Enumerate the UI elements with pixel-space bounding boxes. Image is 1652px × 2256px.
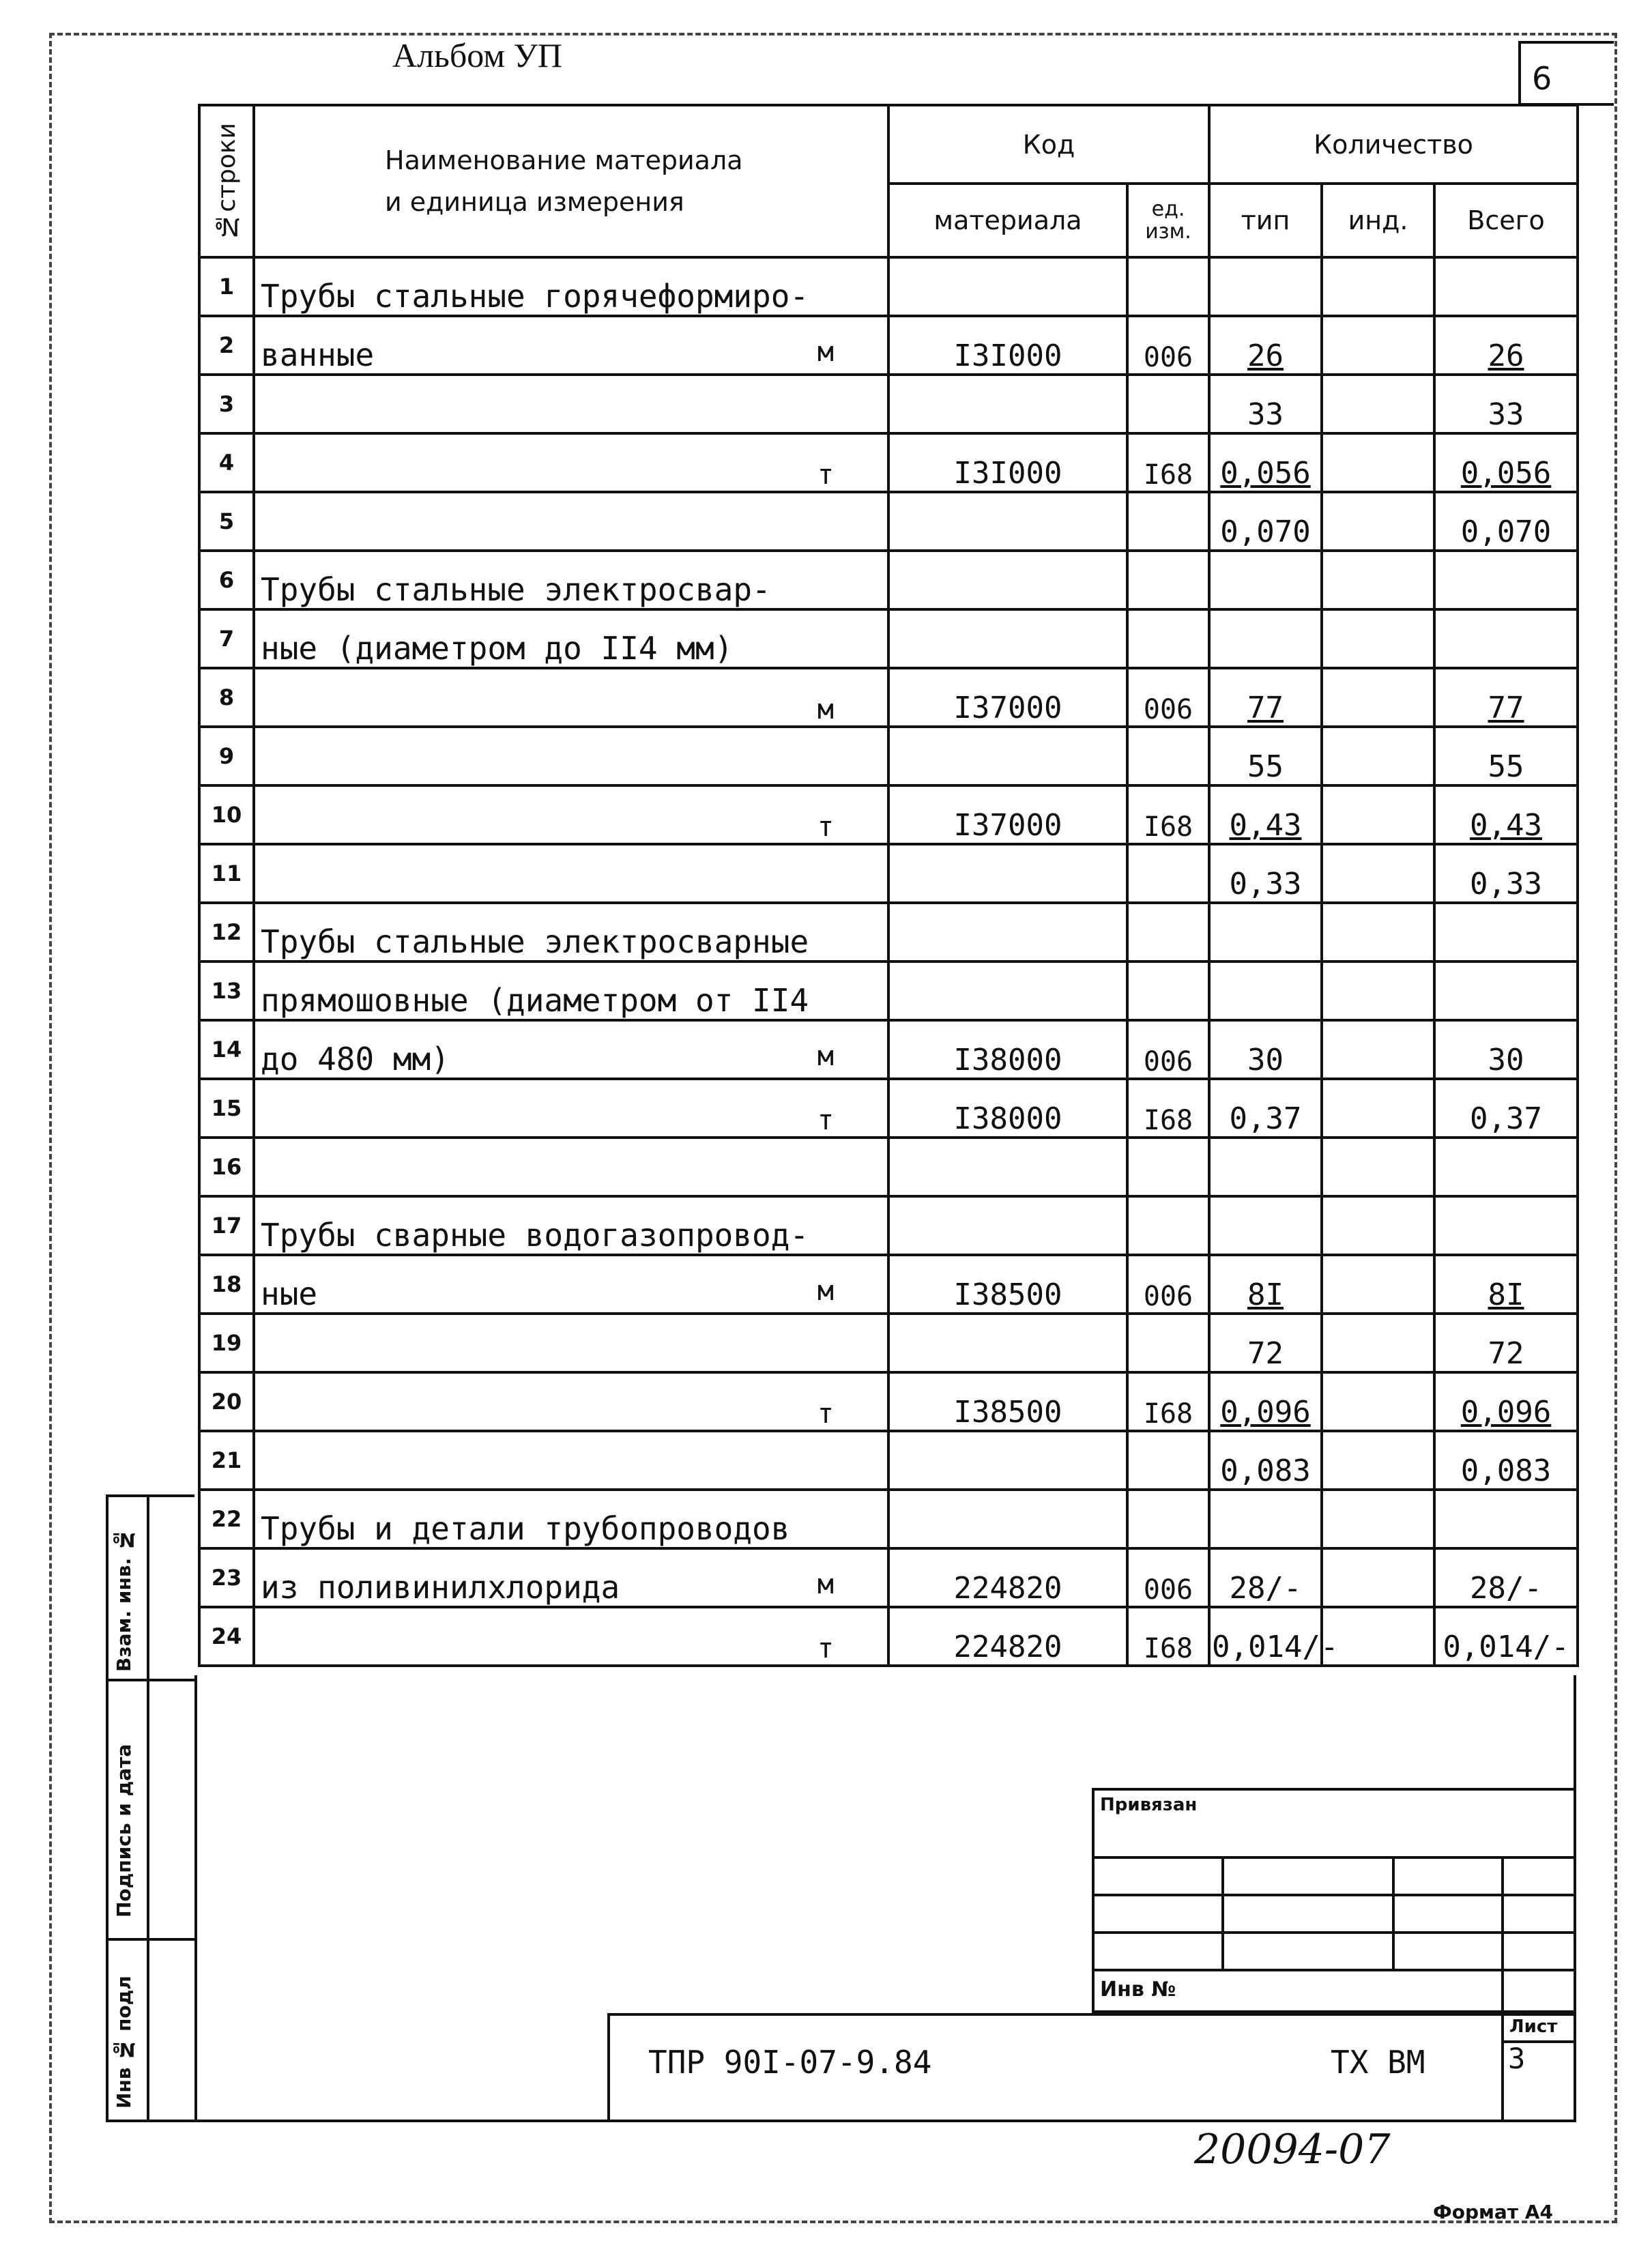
- inv-no-label: Инв №: [1100, 1978, 1176, 2001]
- material-name: [254, 1372, 888, 1431]
- unit-code: [1127, 727, 1209, 785]
- stamp-vline-2: [1392, 1856, 1395, 1969]
- qty-type: [1209, 1196, 1322, 1255]
- qty-ind: [1322, 1196, 1434, 1255]
- qty-type: [1209, 551, 1322, 609]
- row-number: 17: [199, 1196, 254, 1255]
- row-number: 10: [199, 785, 254, 844]
- qty-total: 0,083: [1434, 1431, 1578, 1490]
- qty-ind: [1322, 727, 1434, 785]
- row-number: 18: [199, 1255, 254, 1314]
- material-code: I38500: [888, 1255, 1127, 1314]
- row-number: 7: [199, 609, 254, 668]
- unit-code: 006: [1127, 316, 1209, 375]
- unit-text: т: [817, 459, 834, 491]
- unit-code: [1127, 1490, 1209, 1548]
- unit-code: [1127, 1314, 1209, 1372]
- material-name: [254, 1079, 888, 1138]
- label-inv-podl: Инв № подл: [113, 1976, 135, 2109]
- qty-type: 0,43: [1209, 785, 1322, 844]
- qty-type: 0,33: [1209, 844, 1322, 903]
- material-code: [888, 961, 1127, 1020]
- material-name-text: ванные: [261, 336, 375, 373]
- qty-type: 26: [1209, 316, 1322, 375]
- unit-code: [1127, 1196, 1209, 1255]
- unit-text: т: [817, 811, 834, 843]
- table-row: [199, 1490, 1578, 1548]
- qty-total: 0,37: [1434, 1079, 1578, 1138]
- qty-type: [1209, 961, 1322, 1020]
- qty-ind: [1322, 609, 1434, 668]
- material-code: [888, 375, 1127, 433]
- privyazan-label: Привязан: [1100, 1795, 1198, 1815]
- material-code: I3I000: [888, 433, 1127, 492]
- unit-code: 006: [1127, 1255, 1209, 1314]
- unit-text: м: [817, 1569, 834, 1600]
- unit-text: т: [817, 1633, 834, 1664]
- table-row: [199, 1607, 1578, 1666]
- material-code: [888, 1138, 1127, 1196]
- qty-total: [1434, 609, 1578, 668]
- unit-code: [1127, 1431, 1209, 1490]
- material-code: [888, 844, 1127, 903]
- qty-ind: [1322, 1138, 1434, 1196]
- qty-type: 0,083: [1209, 1431, 1322, 1490]
- material-code: [888, 1490, 1127, 1548]
- row-number: 4: [199, 433, 254, 492]
- table-row: [199, 1431, 1578, 1490]
- qty-type: [1209, 609, 1322, 668]
- unit-code: I68: [1127, 1607, 1209, 1666]
- material-name-text: ные (диаметром до II4 мм): [261, 630, 734, 667]
- header-quantity: Количество: [1209, 105, 1578, 184]
- qty-type: [1209, 1490, 1322, 1548]
- material-name-text: прямошовные (диаметром от II4: [261, 982, 809, 1019]
- unit-code: I68: [1127, 1372, 1209, 1431]
- header-qty-total: Всего: [1434, 184, 1578, 257]
- header-code: Код: [888, 105, 1209, 184]
- row-number: 11: [199, 844, 254, 903]
- material-name: [254, 492, 888, 551]
- material-name-text: ные: [261, 1275, 318, 1312]
- material-code: [888, 727, 1127, 785]
- material-name: [254, 1314, 888, 1372]
- table-row: [199, 961, 1578, 1020]
- material-code: [888, 1314, 1127, 1372]
- qty-total: [1434, 1490, 1578, 1548]
- row-number: 2: [199, 316, 254, 375]
- row-number: 1: [199, 257, 254, 316]
- table-row: [199, 903, 1578, 961]
- material-name: [254, 375, 888, 433]
- qty-type: [1209, 903, 1322, 961]
- table-row: [199, 727, 1578, 785]
- material-code: [888, 609, 1127, 668]
- material-name: [254, 609, 888, 668]
- doc-code: ТПР 90I-07-9.84: [648, 2044, 932, 2081]
- row-number: 23: [199, 1548, 254, 1607]
- qty-total: 0,056: [1434, 433, 1578, 492]
- table-row: [199, 1255, 1578, 1314]
- qty-total: 55: [1434, 727, 1578, 785]
- qty-total: 0,096: [1434, 1372, 1578, 1431]
- unit-code: [1127, 609, 1209, 668]
- qty-total: 0,070: [1434, 492, 1578, 551]
- qty-total: 28/-: [1434, 1548, 1578, 1607]
- material-name: [254, 1431, 888, 1490]
- row-number: 24: [199, 1607, 254, 1666]
- material-name: [254, 961, 888, 1020]
- row-number: 9: [199, 727, 254, 785]
- material-name-text: Трубы стальные горячеформиро-: [261, 278, 809, 315]
- material-name: [254, 433, 888, 492]
- qty-ind: [1322, 433, 1434, 492]
- table-row: [199, 375, 1578, 433]
- material-code: I38000: [888, 1020, 1127, 1079]
- material-name-text: из поливинилхлорида: [261, 1569, 620, 1606]
- material-name-text: Трубы и детали трубопроводов: [261, 1510, 790, 1547]
- format-label: Формат А4: [1433, 2201, 1553, 2223]
- material-code: [888, 257, 1127, 316]
- table-row: [199, 1020, 1578, 1079]
- qty-type: [1209, 257, 1322, 316]
- table-row: [199, 844, 1578, 903]
- qty-type: 30: [1209, 1020, 1322, 1079]
- row-number: 15: [199, 1079, 254, 1138]
- row-number: 22: [199, 1490, 254, 1548]
- header-qty-type: тип: [1209, 184, 1322, 257]
- material-name: [254, 1255, 888, 1314]
- material-code: [888, 551, 1127, 609]
- unit-code: [1127, 492, 1209, 551]
- qty-total: 0,43: [1434, 785, 1578, 844]
- material-code: I37000: [888, 785, 1127, 844]
- material-name: [254, 257, 888, 316]
- qty-type: 28/-: [1209, 1548, 1322, 1607]
- material-name: [254, 903, 888, 961]
- row-number: 8: [199, 668, 254, 727]
- qty-ind: [1322, 257, 1434, 316]
- side-divider-1: [106, 1679, 194, 1681]
- qty-total: 0,33: [1434, 844, 1578, 903]
- material-code: 224820: [888, 1607, 1127, 1666]
- qty-type: 77: [1209, 668, 1322, 727]
- table-row: [199, 433, 1578, 492]
- page-number: 6: [1532, 60, 1552, 97]
- qty-ind: [1322, 1607, 1434, 1666]
- sheet-label: Лист: [1509, 2016, 1558, 2037]
- qty-ind: [1322, 1079, 1434, 1138]
- table-row: [199, 785, 1578, 844]
- row-number: 6: [199, 551, 254, 609]
- qty-ind: [1322, 903, 1434, 961]
- qty-ind: [1322, 668, 1434, 727]
- qty-type: [1209, 1138, 1322, 1196]
- table-row: [199, 668, 1578, 727]
- row-number: 3: [199, 375, 254, 433]
- table-row: [199, 1548, 1578, 1607]
- material-name: [254, 844, 888, 903]
- table-row: [199, 1372, 1578, 1431]
- material-name-text: Трубы сварные водогазопровод-: [261, 1217, 809, 1254]
- row-number: 16: [199, 1138, 254, 1196]
- sheet-vline: [1501, 2013, 1504, 2122]
- qty-type: 8I: [1209, 1255, 1322, 1314]
- qty-ind: [1322, 1431, 1434, 1490]
- table-row: [199, 551, 1578, 609]
- unit-code: I68: [1127, 1079, 1209, 1138]
- qty-type: 72: [1209, 1314, 1322, 1372]
- unit-text: м: [817, 336, 834, 368]
- qty-ind: [1322, 1490, 1434, 1548]
- qty-ind: [1322, 785, 1434, 844]
- table-row: [199, 316, 1578, 375]
- unit-code: 006: [1127, 668, 1209, 727]
- material-name: [254, 785, 888, 844]
- unit-code: 006: [1127, 1548, 1209, 1607]
- qty-total: [1434, 1138, 1578, 1196]
- table-row: [199, 1196, 1578, 1255]
- label-podpis-data: Подпись и дата: [113, 1744, 135, 1918]
- row-number: 13: [199, 961, 254, 1020]
- unit-code: [1127, 844, 1209, 903]
- qty-ind: [1322, 1020, 1434, 1079]
- unit-code: [1127, 903, 1209, 961]
- unit-code: [1127, 257, 1209, 316]
- unit-text: м: [817, 1275, 834, 1307]
- material-name: [254, 1020, 888, 1079]
- side-divider-2: [106, 1938, 194, 1941]
- material-name-text: Трубы стальные электросварные: [261, 923, 809, 960]
- table-row: [199, 492, 1578, 551]
- material-code: [888, 1431, 1127, 1490]
- qty-total: [1434, 961, 1578, 1020]
- qty-ind: [1322, 1548, 1434, 1607]
- materials-table: [198, 104, 1579, 1667]
- sheet-number: 3: [1508, 2042, 1526, 2075]
- qty-type: 0,096: [1209, 1372, 1322, 1431]
- qty-type: 0,070: [1209, 492, 1322, 551]
- unit-text: т: [817, 1105, 834, 1136]
- material-name: [254, 727, 888, 785]
- header-row-no: №строки: [199, 105, 254, 257]
- doc-mark: ТХ ВМ: [1331, 2044, 1425, 2081]
- stamp-vline-3: [1501, 1856, 1504, 2013]
- unit-text: м: [817, 694, 834, 725]
- stamp-vline-1: [1221, 1856, 1224, 1969]
- row-number: 5: [199, 492, 254, 551]
- qty-total: 8I: [1434, 1255, 1578, 1314]
- material-name: [254, 1607, 888, 1666]
- qty-type: 0,37: [1209, 1079, 1322, 1138]
- table-row: [199, 1138, 1578, 1196]
- material-code: I38500: [888, 1372, 1127, 1431]
- unit-code: 006: [1127, 1020, 1209, 1079]
- table-row: [199, 1079, 1578, 1138]
- material-name-text: Трубы стальные электросвар-: [261, 571, 771, 608]
- qty-total: [1434, 903, 1578, 961]
- unit-text: м: [817, 1041, 834, 1072]
- qty-total: [1434, 257, 1578, 316]
- row-number: 20: [199, 1372, 254, 1431]
- qty-total: 26: [1434, 316, 1578, 375]
- header-code-unit: ед. изм.: [1127, 184, 1209, 257]
- material-name-text: до 480 мм): [261, 1041, 450, 1078]
- qty-type: 0,056: [1209, 433, 1322, 492]
- header-code-material: материала: [888, 184, 1127, 257]
- qty-ind: [1322, 1314, 1434, 1372]
- qty-total: 77: [1434, 668, 1578, 727]
- qty-total: 0,014/-: [1434, 1607, 1578, 1666]
- material-code: [888, 1196, 1127, 1255]
- qty-ind: [1322, 492, 1434, 551]
- qty-ind: [1322, 1255, 1434, 1314]
- qty-ind: [1322, 551, 1434, 609]
- material-name: [254, 668, 888, 727]
- unit-code: [1127, 551, 1209, 609]
- row-number: 21: [199, 1431, 254, 1490]
- unit-code: [1127, 961, 1209, 1020]
- qty-ind: [1322, 1372, 1434, 1431]
- unit-code: [1127, 375, 1209, 433]
- material-name: [254, 316, 888, 375]
- material-code: I3I000: [888, 316, 1127, 375]
- material-code: [888, 903, 1127, 961]
- table-row: [199, 257, 1578, 316]
- album-title: Альбом УП: [392, 36, 562, 74]
- qty-ind: [1322, 961, 1434, 1020]
- material-code: [888, 492, 1127, 551]
- unit-code: I68: [1127, 433, 1209, 492]
- qty-type: 33: [1209, 375, 1322, 433]
- handwritten-number: 20094-07: [1194, 2126, 1391, 2173]
- table-row: [199, 609, 1578, 668]
- material-name: [254, 551, 888, 609]
- qty-total: 33: [1434, 375, 1578, 433]
- material-code: I37000: [888, 668, 1127, 727]
- qty-type: 55: [1209, 727, 1322, 785]
- row-number: 14: [199, 1020, 254, 1079]
- row-number: 19: [199, 1314, 254, 1372]
- qty-ind: [1322, 375, 1434, 433]
- material-name: [254, 1138, 888, 1196]
- material-name: [254, 1490, 888, 1548]
- material-name: [254, 1548, 888, 1607]
- qty-total: [1434, 551, 1578, 609]
- qty-total: 72: [1434, 1314, 1578, 1372]
- qty-ind: [1322, 316, 1434, 375]
- row-number: 12: [199, 903, 254, 961]
- qty-total: 30: [1434, 1020, 1578, 1079]
- qty-total: [1434, 1196, 1578, 1255]
- label-vzam-inv: Взам. инв. №: [113, 1529, 135, 1672]
- table-row: [199, 1314, 1578, 1372]
- material-name: [254, 1196, 888, 1255]
- material-code: I38000: [888, 1079, 1127, 1138]
- unit-code: I68: [1127, 785, 1209, 844]
- unit-text: т: [817, 1398, 834, 1430]
- qty-type: 0,014/-: [1209, 1607, 1322, 1666]
- material-code: 224820: [888, 1548, 1127, 1607]
- unit-code: [1127, 1138, 1209, 1196]
- qty-ind: [1322, 844, 1434, 903]
- header-name: Наименование материала и единица измерения: [254, 105, 888, 257]
- header-qty-ind: инд.: [1322, 184, 1434, 257]
